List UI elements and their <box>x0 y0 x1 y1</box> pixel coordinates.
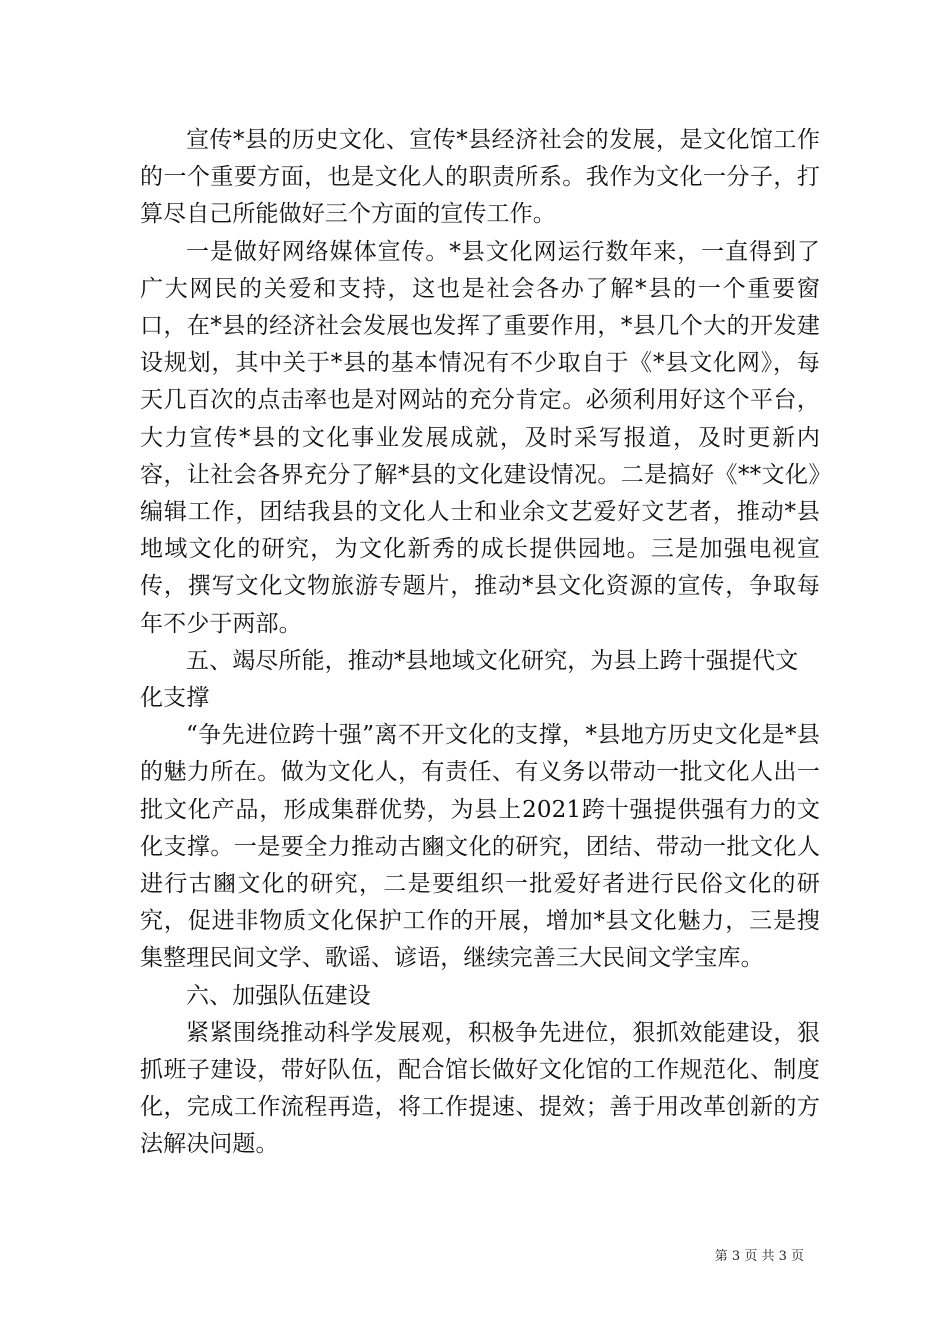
paragraph-publicity-details: 一是做好网络媒体宣传。*县文化网运行数年来，一直得到了广大网民的关爱和支持，这也是社会各办了解*县的一个重要窗口，在*县的经济社会发展也发挥了重要作用，*县几个大的开发建设规划，其中关于*县的基本情况有不少取自于《*县文化网》，每天几百次的点击率也是对网站的充分肯定。必须利用好这个平台，大力宣传*县的文化事业发展成就，及时采写报道，及时更新内容，让社会各界充分了解*县的文化建设情况。二是搞好《**文化》编辑工作，团结我县的文化人士和业余文艺爱好文艺者，推动*县地域文化的研究，为文化新秀的成长提供园地。三是加强电视宣传，撰写文化文物旅游专题片，推动*县文化资源的宣传，争取每年不少于两部。 <box>140 238 820 637</box>
paragraph-regional-culture: “争先进位跨十强”离不开文化的支撑，*县地方历史文化是*县的魅力所在。做为文化人，有责任、有义务以带动一批文化人出一批文化产品，形成集群优势，为县上2021跨十强提供强有力的文化支撑。一是要全力推动古豳文化的研究，团结、带动一批文化人进行古豳文化的研究，二是要组织一批爱好者进行民俗文化的研究，促进非物质文化保护工作的开展，增加*县文化魅力，三是搜集整理民间文学、歌谣、谚语，继续完善三大民间文学宝库。 <box>140 722 820 972</box>
page-number-footer: 第 3 页 共 3 页 <box>714 1249 804 1264</box>
section-heading-six: 六、加强队伍建设 <box>186 982 371 1009</box>
paragraph-team-building: 紧紧围绕推动科学发展观，积极争先进位，狠抓效能建设，狠抓班子建设，带好队伍，配合馆长做好文化馆的工作规范化、制度化，完成工作流程再造，将工作提速、提效；善于用改革创新的方法解决问题。 <box>140 1019 820 1158</box>
document-body <box>140 122 820 1164</box>
section-heading-five: 五、竭尽所能，推动*县地域文化研究，为县上跨十强提代文化支撑 <box>140 647 799 712</box>
paragraph-publicity-intro: 宣传*县的历史文化、宣传*县经济社会的发展，是文化馆工作的一个重要方面，也是文化人的职责所系。我作为文化一分子，打算尽自己所能做好三个方面的宣传工作。 <box>140 127 820 228</box>
